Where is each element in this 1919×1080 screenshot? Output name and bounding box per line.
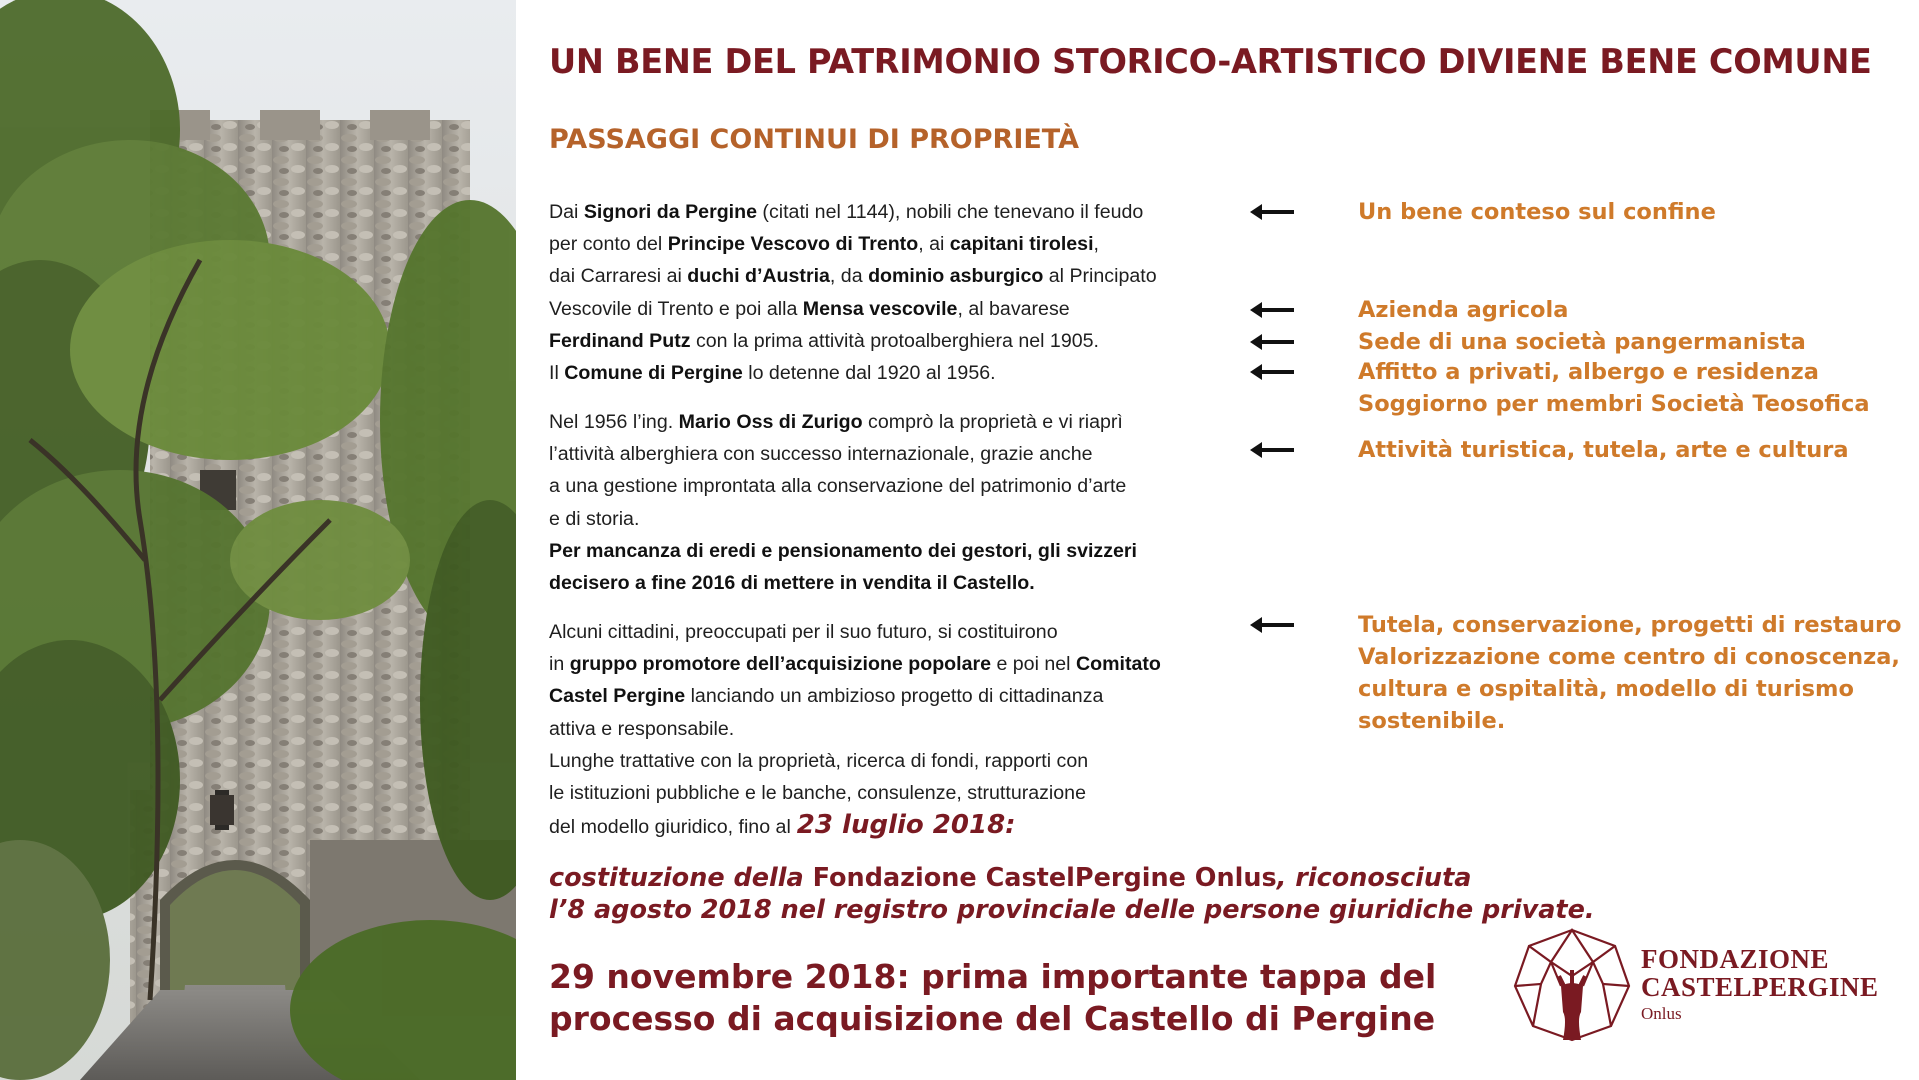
left-arrow-icon <box>1248 613 1296 637</box>
castle-photo <box>0 0 516 1080</box>
left-arrow-icon <box>1248 298 1296 322</box>
left-arrow-icon <box>1248 360 1296 384</box>
paragraph-citizen-committee: Alcuni cittadini, preoccupati per il suo futuro, si costituirono in gruppo promotore dell’acquisizione popolare e poi nel Comitato Castel Pergine lanciando un ambizioso progetto di cittadinanza attiva e responsabile. Lunghe trattative con la proprietà, ricerca di fondi, rapporti con le istituzioni pubbliche e le banche, consulenze, strutturazione del modello giuridico, fino al 23 luglio 2018: <box>549 621 1161 841</box>
note-contested-asset: Un bene conteso sul confine <box>1248 196 1716 228</box>
foundation-logo: FONDAZIONE CASTELPERGINE Onlus <box>1511 926 1879 1044</box>
castle-tree-logo-icon <box>1511 926 1633 1044</box>
date-highlight: 23 luglio 2018: <box>796 810 1016 841</box>
note-pangermanist: Sede di una società pangermanista <box>1248 326 1806 358</box>
left-arrow-icon <box>1248 330 1296 354</box>
foundation-statement: costituzione della Fondazione CastelPergine Onlus, riconosciuta l’8 agosto 2018 nel registro provinciale delle persone giuridiche private. <box>549 863 1595 925</box>
paragraph-ownership-history: Dai Signori da Pergine (citati nel 1144), nobili che tenevano il feudo per conto del Principe Vescovo di Trento, ai capitani tirolesi, dai Carraresi ai duchi d’Austria, da dominio asburgico al Principato Vescovile di Trento e poi alla Mensa vescovile, al bavarese Ferdinand Putz con la prima attività protoalberghiera nel 1905. Il Comune di Pergine lo detenne dal 1920 al 1956. <box>549 201 1157 385</box>
note-theosophical: Soggiorno per membri Società Teosofica <box>1358 391 1870 417</box>
left-arrow-icon <box>1248 200 1296 224</box>
milestone-statement: 29 novembre 2018: prima importante tappa del processo di acquisizione del Castello di Pergine <box>549 957 1437 1038</box>
note-tourism: Attività turistica, tutela, arte e cultura <box>1248 434 1849 466</box>
paragraph-oss-ownership: Nel 1956 l’ing. Mario Oss di Zurigo comprò la proprietà e vi riaprì l’attività alberghiera con successo internazionale, grazie anche a una gestione improntata alla conservazione del patrimonio d’arte e di storia. Per mancanza di eredi e pensionamento dei gestori, gli svizzeri decisero a fine 2016 di mettere in vendita il Castello. <box>549 411 1137 595</box>
note-rental-hotel: Affitto a privati, albergo e residenza <box>1248 356 1819 388</box>
section-subtitle: PASSAGGI CONTINUI DI PROPRIETÀ <box>549 124 1080 155</box>
page-title: UN BENE DEL PATRIMONIO STORICO-ARTISTICO DIVIENE BENE COMUNE <box>549 42 1872 81</box>
left-arrow-icon <box>1248 438 1296 462</box>
note-conservation: Tutela, conservazione, progetti di restauro Valorizzazione come centro di conoscenza, cultura e ospitalità, modello di turismo sostenibile. <box>1248 609 1902 737</box>
note-farm: Azienda agricola <box>1248 294 1568 326</box>
